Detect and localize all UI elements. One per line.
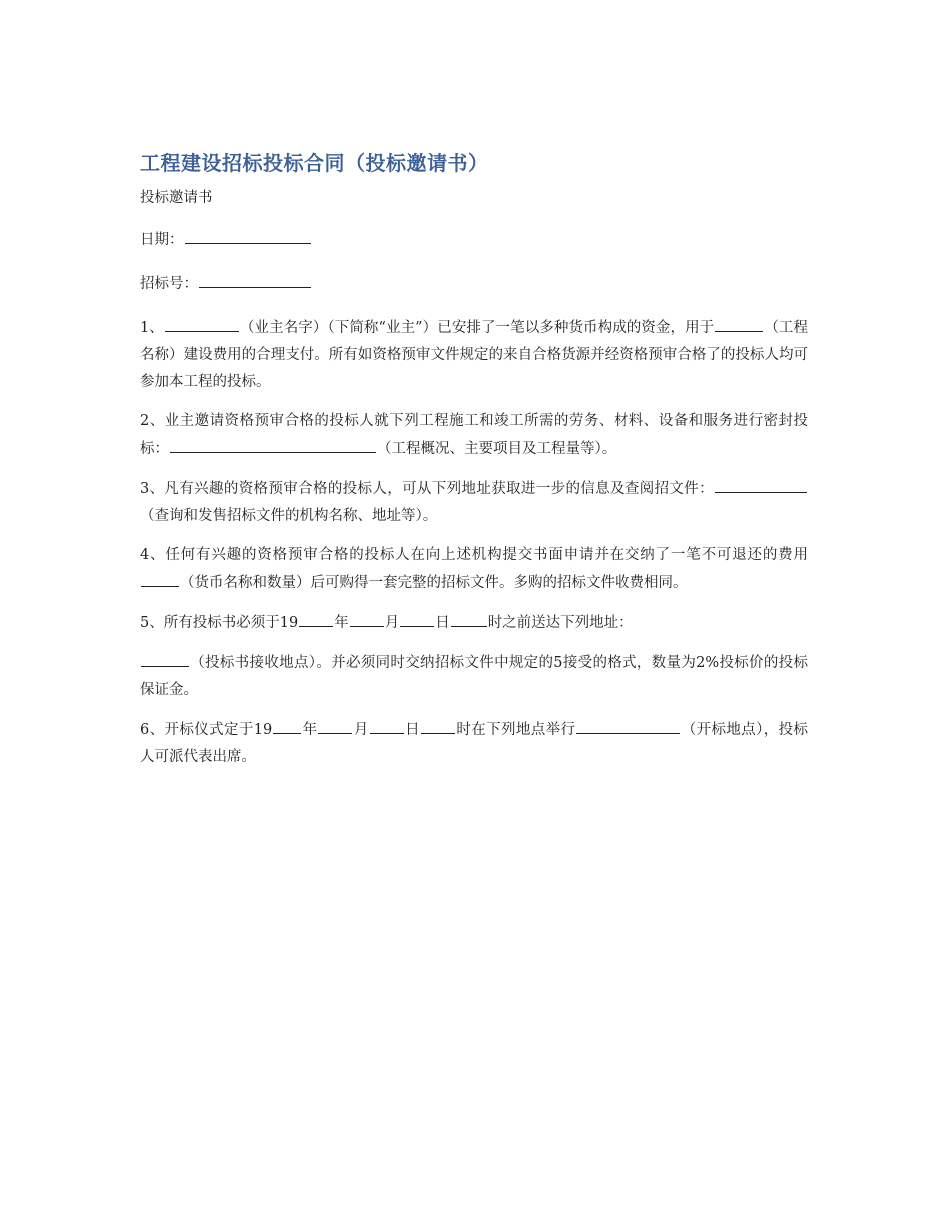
paragraph-6-text-c: （开标地点），投标人可派代表出席。 [140, 722, 809, 765]
document-subtitle: 投标邀请书 [140, 190, 213, 206]
owner-name-blank [165, 314, 239, 332]
bid-number-field [140, 270, 808, 296]
deadline-year-blank [299, 609, 333, 627]
day-label: 日 [435, 615, 450, 631]
year-label: 年 [302, 722, 318, 738]
date-blank [185, 226, 311, 244]
paragraph-1-number: 1、 [140, 320, 164, 336]
date-field [140, 226, 808, 252]
project-name-blank [715, 314, 763, 332]
paragraph-6 [140, 716, 808, 771]
opening-year-blank [273, 716, 301, 734]
paragraph-1-text-a: （业主名字）（下简称“业主”）已安排了一笔以多种货币构成的资金，用于 [239, 320, 715, 336]
bid-number-blank [199, 270, 311, 288]
paragraph-6-text-a: 6、开标仪式定于19 [140, 722, 273, 738]
month-label: 月 [353, 722, 369, 738]
deadline-month-blank [350, 609, 384, 627]
month-label: 月 [384, 615, 400, 631]
deadline-day-blank [400, 609, 434, 627]
paragraph-3-text-a: 3、凡有兴趣的资格预审合格的投标人，可从下列地址获取进一步的信息及查阅招文件： [140, 481, 714, 497]
paragraph-5-continued [140, 649, 808, 704]
paragraph-5-text-b: 时之前送达下列地址： [487, 615, 633, 631]
paragraph-2-text-b: （工程概况、主要项目及工程量等）。 [377, 441, 617, 457]
paragraph-1-text-b: （工程名称）建设费用的合理支付。所有如资格预审文件规定的来自合格货源并经资格预审合格了的投标人均可参加本工程的投标。 [140, 320, 809, 390]
opening-location-blank [576, 716, 680, 734]
paragraph-2 [140, 408, 808, 463]
paragraph-3-text-b: （查询和发售招标文件的机构名称、地址等）。 [140, 508, 438, 524]
paragraph-4-text-a: 4、任何有兴趣的资格预审合格的投标人在向上述机构提交书面申请并在交纳了一笔不可退还的费用 [140, 547, 808, 563]
year-label: 年 [334, 615, 349, 631]
opening-day-blank [370, 716, 404, 734]
project-overview-blank [170, 435, 376, 453]
paragraph-6-text-b: 时在下列地点举行 [456, 722, 576, 738]
fee-blank [141, 569, 179, 587]
paragraph-5 [140, 609, 808, 637]
opening-hour-blank [421, 716, 455, 734]
paragraph-4-text-b: （货币名称和数量）后可购得一套完整的招标文件。多购的招标文件收费相同。 [180, 575, 688, 591]
date-label: 日期： [140, 232, 184, 248]
agency-info-blank [715, 475, 807, 493]
document-title: 工程建设招标投标合同（投标邀请书） [140, 151, 489, 175]
document-page [140, 148, 808, 783]
paragraph-5-text-a: 5、所有投标书必须于19 [140, 615, 299, 631]
opening-month-blank [318, 716, 352, 734]
paragraph-2-text-a: 2、业主邀请资格预审合格的投标人就下列工程施工和竣工所需的劳务、材料、设备和服务进行密封投标： [140, 413, 808, 457]
day-label: 日 [404, 722, 420, 738]
receiving-location-blank [141, 649, 189, 667]
deadline-hour-blank [451, 609, 487, 627]
bid-number-label: 招标号： [140, 276, 198, 292]
paragraph-3 [140, 475, 808, 530]
paragraph-4 [140, 542, 808, 597]
paragraph-5-continued-text: （投标书接收地点）。并必须同时交纳招标文件中规定的5接受的格式，数量为2%投标价的投标保证金。 [140, 655, 808, 698]
paragraph-1 [140, 314, 808, 396]
